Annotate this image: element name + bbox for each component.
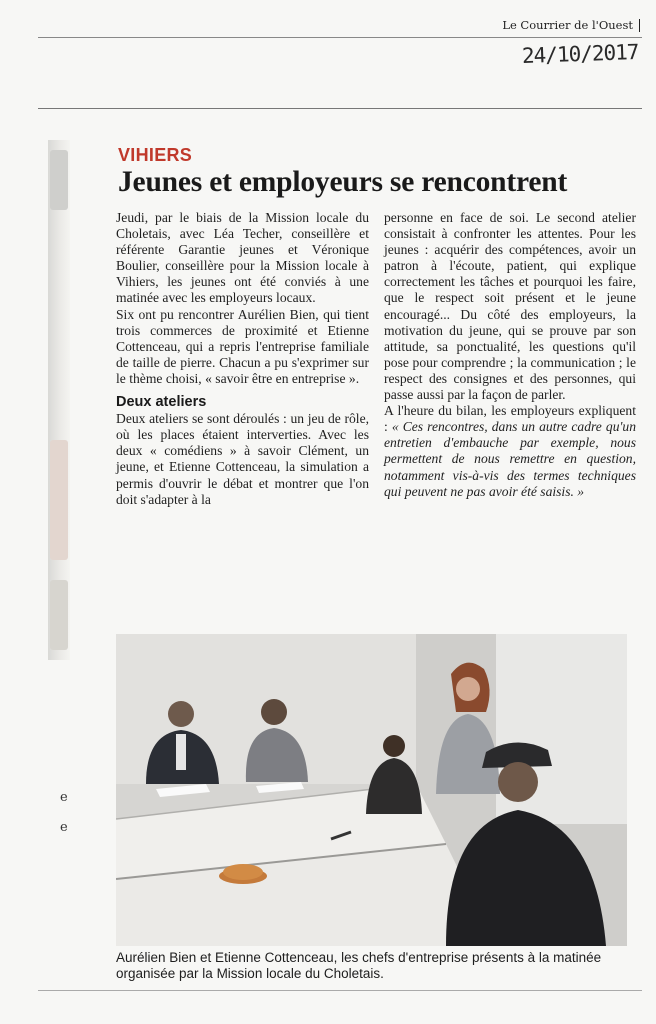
adjacent-letter: e (60, 790, 68, 805)
bottom-rule (38, 990, 642, 991)
meeting-photo-illustration (116, 634, 627, 946)
article-headline: Jeunes et employeurs se rencontrent (118, 166, 568, 198)
adjacent-article-strip (48, 140, 70, 660)
header-rule (38, 37, 642, 38)
photo-caption: Aurélien Bien et Etienne Cottenceau, les chefs d'entreprise présents à la matinée organisée par la Mission locale du Choletais. (116, 950, 602, 981)
subheading: Deux ateliers (116, 394, 207, 411)
paragraph (384, 403, 636, 500)
adjacent-letter: e (60, 820, 68, 835)
article-photo (116, 634, 627, 946)
article-column-2 (384, 210, 636, 500)
paragraph: Deux ateliers se sont déroulés : un jeu de rôle, où les places étaient interverties. Avec les deux « comédiens » à savoir Clément, un jeune, et Etienne Cottenceau, la simulation a permis d'ouvrir le débat et montrer que l'on doit s'adapter à la (116, 411, 369, 507)
paragraph: Jeudi, par le biais de la Mission locale du Choletais, avec Léa Techer, conseillère et référente Garantie jeunes et Véronique Boulier, conseillère pour la Mission locale à Vihiers, les jeunes ont été conviés à une matinée avec les employeurs locaux. (116, 210, 369, 306)
adjacent-article-letters (60, 790, 72, 850)
article-column-1 (116, 210, 369, 508)
article-kicker: VIHIERS (118, 145, 193, 165)
handwritten-date: 24/10/2017 (521, 39, 639, 69)
header-rule-lower (38, 108, 642, 109)
employer-quote: « Ces rencontres, dans un autre cadre qu'un entretien d'embauche par exemple, nous permettent de nous remettre en question, notamment vis-à-vis des termes techniques qui peuvent ne pas avoir été saisis. » (384, 419, 636, 499)
quote-lead: A l'heure du bilan, les employeurs expliquent : (384, 403, 636, 435)
newspaper-source: Le Courrier de l'Ouest (502, 19, 640, 32)
paragraph: personne en face de soi. Le second atelier consistait à confronter les attentes. Pour les jeunes : acquérir des compétences, avoir un patron à l'écoute, patient, qui explique correctement les tâches et pourquoi les faire, que le respect soit présent et le jeune encouragé... Du côté des employeurs, la motivation du jeune, qui se prouve par son attitude, sa ponctualité, les questions qu'il pose pour comprendre ; la communication ; le respect des consignes et des personnes, qui passe aussi par la façon de parler. (384, 210, 636, 403)
paragraph: Six ont pu rencontrer Aurélien Bien, qui tient trois commerces de proximité et Etienne Cottenceau, qui a repris l'entreprise familiale de taille de pierre. Chacun a pu s'exprimer sur le thème choisi, « savoir être en entreprise ». (116, 306, 369, 386)
